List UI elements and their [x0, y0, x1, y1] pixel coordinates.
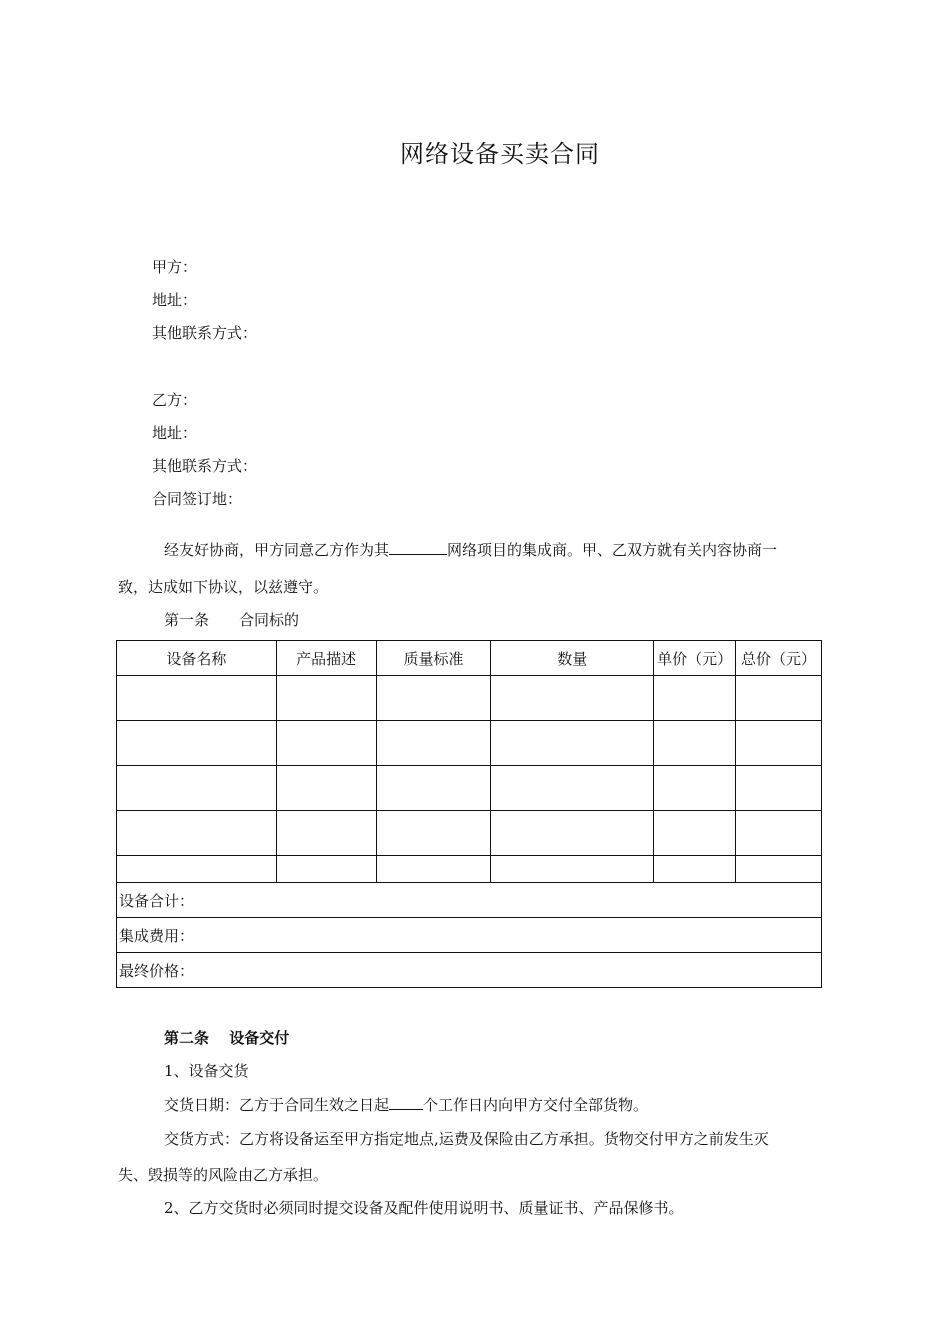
- table-cell: [491, 856, 654, 883]
- header-product-desc: 产品描述: [276, 641, 376, 676]
- page-title: 网络设备买卖合同: [400, 140, 600, 168]
- header-device-name: 设备名称: [117, 641, 277, 676]
- integration-fee-label: 集成费用：: [117, 918, 822, 953]
- table-cell: [491, 811, 654, 856]
- article-2-heading: 第二条 设备交付: [164, 1029, 290, 1047]
- equipment-total-label: 设备合计：: [117, 883, 822, 918]
- item-2-text: 2、乙方交货时必须同时提交设备及配件使用说明书、质量证书、产品保修书。: [164, 1199, 684, 1217]
- table-cell: [276, 856, 376, 883]
- table-cell: [736, 676, 822, 721]
- table-cell: [276, 676, 376, 721]
- summary-row-equipment-total: [117, 883, 822, 918]
- party-a-contact-label: 其他联系方式：: [152, 324, 258, 342]
- party-a-address-label: 地址：: [152, 291, 198, 309]
- table-row: [117, 721, 822, 766]
- table-row: [117, 811, 822, 856]
- equipment-table: [116, 640, 822, 988]
- intro-line-1: [164, 539, 777, 560]
- party-a-label: 甲方：: [152, 258, 198, 276]
- workdays-blank: [389, 1095, 423, 1110]
- party-b-address-label: 地址：: [152, 424, 198, 442]
- intro-line-2: 致，达成如下协议，以兹遵守。: [118, 578, 329, 596]
- table-header-row: [117, 641, 822, 676]
- item-1-heading: 1、设备交货: [164, 1062, 249, 1080]
- table-cell: [654, 676, 736, 721]
- table-cell: [491, 676, 654, 721]
- table-cell: [376, 856, 491, 883]
- table-cell: [376, 766, 491, 811]
- table-cell: [654, 721, 736, 766]
- table-cell: [376, 811, 491, 856]
- table-cell: [491, 721, 654, 766]
- sign-place-label: 合同签订地：: [152, 490, 243, 508]
- delivery-date-part-2: 个工作日内向甲方交付全部货物。: [423, 1096, 649, 1114]
- party-b-label: 乙方：: [152, 391, 198, 409]
- header-unit-price: 单价（元）: [654, 641, 736, 676]
- table-cell: [276, 721, 376, 766]
- project-name-blank: [389, 540, 447, 555]
- table-cell: [376, 721, 491, 766]
- table-cell: [376, 676, 491, 721]
- intro-part-1: 经友好协商，甲方同意乙方作为其: [164, 541, 390, 559]
- delivery-method-line-2: 失、毁损等的风险由乙方承担。: [118, 1166, 329, 1184]
- delivery-date-line: [164, 1094, 648, 1115]
- table-cell: [117, 856, 277, 883]
- table-row: [117, 766, 822, 811]
- table-row: [117, 856, 822, 883]
- table-cell: [736, 721, 822, 766]
- table-cell: [276, 811, 376, 856]
- header-quality-standard: 质量标准: [376, 641, 491, 676]
- table-row: [117, 676, 822, 721]
- header-quantity: 数量: [491, 641, 654, 676]
- table-cell: [736, 811, 822, 856]
- table-cell: [117, 676, 277, 721]
- table-cell: [117, 721, 277, 766]
- table-cell: [736, 766, 822, 811]
- intro-part-2: 网络项目的集成商。甲、乙双方就有关内容协商一: [447, 541, 778, 559]
- table-cell: [117, 811, 277, 856]
- table-cell: [117, 766, 277, 811]
- table-cell: [736, 856, 822, 883]
- summary-row-final-price: [117, 953, 822, 988]
- header-total-price: 总价（元）: [736, 641, 822, 676]
- party-b-contact-label: 其他联系方式：: [152, 457, 258, 475]
- table-cell: [654, 856, 736, 883]
- delivery-date-part-1: 交货日期：乙方于合同生效之日起: [164, 1096, 390, 1114]
- summary-row-integration-fee: [117, 918, 822, 953]
- table-cell: [654, 766, 736, 811]
- table-cell: [276, 766, 376, 811]
- delivery-method-line-1: 交货方式：乙方将设备运至甲方指定地点,运费及保险由乙方承担。货物交付甲方之前发生灭: [164, 1130, 769, 1148]
- table-cell: [654, 811, 736, 856]
- article-1-heading: 第一条 合同标的: [164, 611, 300, 629]
- final-price-label: 最终价格：: [117, 953, 822, 988]
- table-cell: [491, 766, 654, 811]
